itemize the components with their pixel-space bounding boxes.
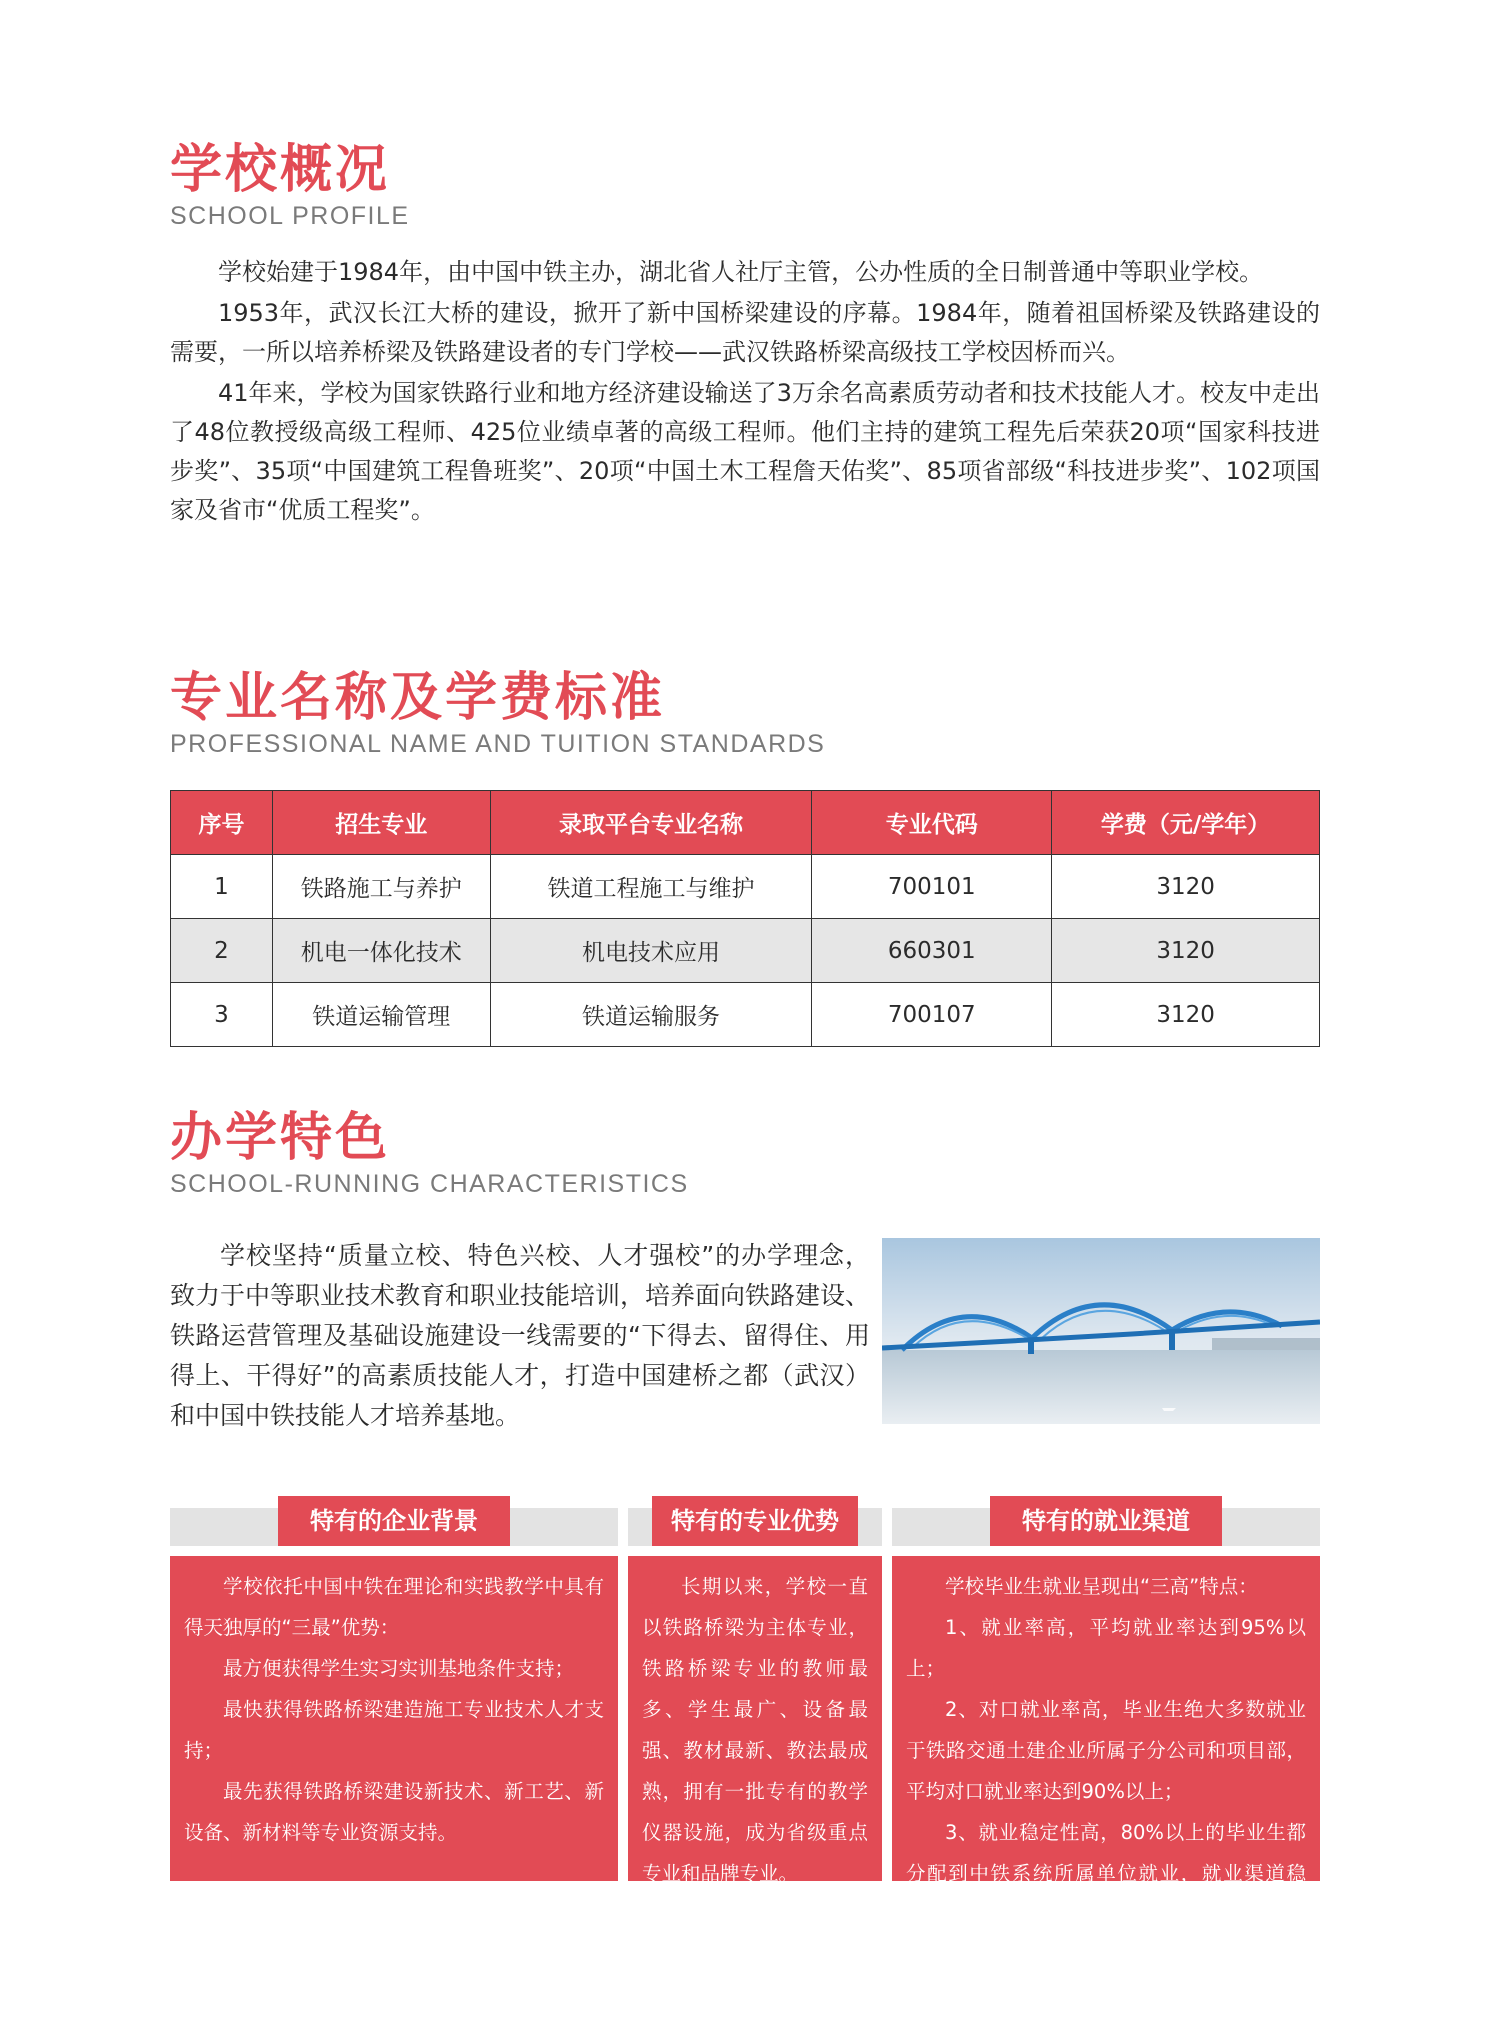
cell-index: 2 bbox=[171, 919, 273, 983]
card-line: 3、就业稳定性高，80%以上的毕业生都分配到中铁系统所属单位就业，就业渠道稳定。 bbox=[906, 1821, 1306, 1926]
card-enterprise-background bbox=[170, 1496, 618, 1881]
features-text-block bbox=[170, 1234, 870, 1436]
card-body bbox=[892, 1556, 1320, 1926]
header-fee: 学费（元/学年） bbox=[1052, 791, 1320, 855]
cell-platform-name: 铁道工程施工与维护 bbox=[490, 855, 812, 919]
school-profile-section bbox=[170, 140, 1320, 530]
cell-platform-name: 机电技术应用 bbox=[490, 919, 812, 983]
card-line: 最快获得铁路桥梁建造施工专业技术人才支持； bbox=[184, 1698, 604, 1762]
features-title: 办学特色 bbox=[170, 1108, 391, 1168]
cell-index: 3 bbox=[171, 983, 273, 1047]
header-code: 专业代码 bbox=[812, 791, 1052, 855]
cell-major: 铁道运输管理 bbox=[272, 983, 490, 1047]
cell-fee: 3120 bbox=[1052, 855, 1320, 919]
cell-code: 700101 bbox=[812, 855, 1052, 919]
card-line: 长期以来，学校一直以铁路桥梁为主体专业，铁路桥梁专业的教师最多、学生最广、设备最强、教材最新、教法最成熟，拥有一批专有的教学仪器设施，成为省级重点专业和品牌专业。 bbox=[642, 1575, 868, 1885]
card-label: 特有的专业优势 bbox=[652, 1496, 858, 1546]
cell-major: 铁路施工与养护 bbox=[272, 855, 490, 919]
table-row bbox=[171, 983, 1320, 1047]
card-employment-channels bbox=[892, 1496, 1320, 1926]
header-platform-name: 录取平台专业名称 bbox=[490, 791, 812, 855]
card-line: 2、对口就业率高，毕业生绝大多数就业于铁路交通土建企业所属子分公司和项目部，平均对口就业率达到90%以上； bbox=[906, 1698, 1306, 1803]
cell-code: 700107 bbox=[812, 983, 1052, 1047]
card-line: 最方便获得学生实习实训基地条件支持； bbox=[223, 1657, 575, 1680]
cell-fee: 3120 bbox=[1052, 983, 1320, 1047]
cell-fee: 3120 bbox=[1052, 919, 1320, 983]
bridge-photo bbox=[882, 1238, 1320, 1424]
card-line: 1、就业率高，平均就业率达到95%以上； bbox=[906, 1616, 1306, 1680]
card-professional-advantage bbox=[628, 1496, 882, 1885]
school-profile-subtitle: SCHOOL PROFILE bbox=[170, 202, 410, 230]
tuition-table bbox=[170, 790, 1320, 1047]
cell-index: 1 bbox=[171, 855, 273, 919]
card-label: 特有的就业渠道 bbox=[990, 1496, 1222, 1546]
table-header-row bbox=[171, 791, 1320, 855]
header-index: 序号 bbox=[171, 791, 273, 855]
tuition-subtitle: PROFESSIONAL NAME AND TUITION STANDARDS bbox=[170, 730, 826, 758]
header-major: 招生专业 bbox=[272, 791, 490, 855]
card-body bbox=[628, 1556, 882, 1885]
features-paragraph: 学校坚持“质量立校、特色兴校、人才强校”的办学理念，致力于中等职业技术教育和职业技能培训，培养面向铁路建设、铁路运营管理及基础设施建设一线需要的“下得去、留得住、用得上、干得好”的高素质技能人才，打造中国建桥之都（武汉）和中国中铁技能人才培养基地。 bbox=[170, 1241, 871, 1430]
profile-paragraph: 1953年，武汉长江大桥的建设，掀开了新中国桥梁建设的序幕。1984年，随着祖国桥梁及铁路建设的需要，一所以培养桥梁及铁路建设者的专门学校——武汉铁路桥梁高级技工学校因桥而兴。 bbox=[170, 299, 1320, 366]
card-line: 最先获得铁路桥梁建设新技术、新工艺、新设备、新材料等专业资源支持。 bbox=[184, 1780, 604, 1844]
profile-paragraph: 学校始建于1984年，由中国中铁主办，湖北省人社厅主管，公办性质的全日制普通中等职业学校。 bbox=[218, 258, 1264, 286]
card-line: 学校毕业生就业呈现出“三高”特点： bbox=[945, 1575, 1258, 1598]
card-line: 学校依托中国中铁在理论和实践教学中具有得天独厚的“三最”优势： bbox=[184, 1575, 604, 1639]
tuition-title: 专业名称及学费标准 bbox=[170, 668, 666, 728]
features-subtitle: SCHOOL-RUNNING CHARACTERISTICS bbox=[170, 1170, 689, 1198]
cell-platform-name: 铁道运输服务 bbox=[490, 983, 812, 1047]
profile-paragraph: 41年来，学校为国家铁路行业和地方经济建设输送了3万余名高素质劳动者和技术技能人才。校友中走出了48位教授级高级工程师、425位业绩卓著的高级工程师。他们主持的建筑工程先后荣获20项“国家科技进步奖”、35项“中国建筑工程鲁班奖”、20项“中国土木工程詹天佑奖”、85项省部级“科技进步奖”、102项国家及省市“优质工程奖”。 bbox=[170, 379, 1320, 524]
features-section bbox=[170, 1108, 1320, 1199]
table-row bbox=[171, 855, 1320, 919]
cell-code: 660301 bbox=[812, 919, 1052, 983]
tuition-section bbox=[170, 668, 1320, 759]
card-label: 特有的企业背景 bbox=[278, 1496, 510, 1546]
cell-major: 机电一体化技术 bbox=[272, 919, 490, 983]
table-row bbox=[171, 919, 1320, 983]
school-profile-title: 学校概况 bbox=[170, 140, 391, 200]
card-body bbox=[170, 1556, 618, 1881]
